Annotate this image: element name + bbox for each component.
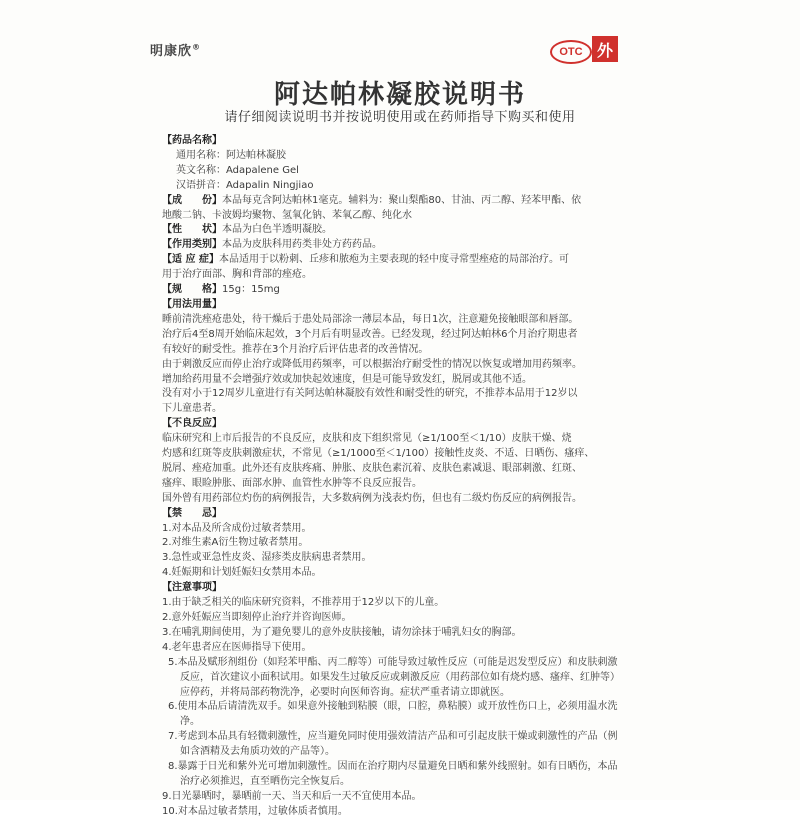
- pinyin-name: 汉语拼音：Adapalin Ningjiao: [176, 179, 314, 191]
- precaution-item: 1.由于缺乏相关的临床研究资料，不推荐用于12岁以下的儿童。: [162, 597, 445, 609]
- precaution-item: 6.使用本品后请清洗双手。如果意外接触到粘膜（眼，口腔，鼻粘膜）或开放性伤口上，必须用温水洗净。: [168, 701, 618, 728]
- precaution-item: 2.意外妊娠应当即刻停止治疗并咨询医师。: [162, 612, 352, 623]
- adverse-line: 灼感和红斑等皮肤刺激症状，不常见（≥1/1000至＜1/100）接触性皮炎、不适、日晒伤、瘙痒、: [162, 448, 595, 460]
- insert-body: [162, 134, 627, 820]
- precaution-item: 10.对本品过敏者禁用，过敏体质者慎用。: [162, 805, 348, 817]
- registered-mark: ®: [192, 42, 202, 52]
- dosage-line: 没有对小于12周岁儿童进行有关阿达帕林凝胶有效性和耐受性的研究，不推荐本品用于12岁以: [162, 388, 578, 400]
- properties-text: 本品为白色半透明凝胶。: [222, 224, 332, 236]
- precaution-item: 5.本品及赋形剂组份（如羟苯甲酯、丙二醇等）可能导致过敏性反应（可能是迟发型反应）和皮肤刺激反应，首次建议小面积试用。如果发生过敏反应或刺激反应（用药部位如有烧灼感、瘙痒、红肿等）应停药，并将局部药物洗净，必要时向医师咨询。症状严重者请立即就医。: [168, 656, 620, 698]
- spec-text: 15g：15mg: [222, 284, 280, 296]
- dosage-line: 下儿童患者。: [162, 403, 222, 415]
- indications-section: [162, 253, 627, 268]
- composition-line-1: 本品每克含阿达帕林1毫克。辅料为：聚山梨酯80、甘油、丙二醇、羟苯甲酯、依: [222, 194, 582, 206]
- composition-heading: 【成 份】: [162, 194, 222, 206]
- precaution-item: 4.老年患者应在医师指导下使用。: [162, 641, 312, 653]
- contraindication-item: 4.妊娠期和计划妊娠妇女禁用本品。: [162, 567, 322, 579]
- precaution-item: 3.在哺乳期间使用，为了避免婴儿的意外皮肤接触，请勿涂抹于哺乳妇女的胸部。: [162, 626, 522, 638]
- adverse-line: 临床研究和上市后报告的不良反应，皮肤和皮下组织常见（≥1/100至＜1/10）皮肤干燥、烧: [162, 433, 572, 445]
- contraindication-item: 3.急性或亚急性皮炎、湿疹类皮肤病患者禁用。: [162, 552, 372, 564]
- contraindications-heading: 【禁 忌】: [162, 507, 222, 519]
- generic-name: 通用名称：阿达帕林凝胶: [176, 149, 286, 161]
- category-text: 本品为皮肤科用药类非处方药药品。: [222, 239, 382, 251]
- composition-section: [162, 194, 627, 209]
- dosage-line: 由于刺激反应而停止治疗或降低用药频率，可以根据治疗耐受性的情况以恢复或增加用药频率。: [162, 358, 582, 370]
- adverse-line: 脱屑、痤疮加重。此外还有皮肤疼痛、肿胀、皮肤色素沉着、皮肤色素减退、眼部刺激、红斑、: [162, 462, 582, 474]
- properties-heading: 【性 状】: [162, 224, 222, 236]
- precaution-item: 7.考虑到本品具有轻微刺激性，应当避免同时使用强效清洁产品和可引起皮肤干燥或刺激性的产品（例如含酒精及去角质功效的产品等）。: [168, 731, 618, 758]
- adverse-heading: 【不良反应】: [162, 418, 222, 430]
- drug-name-heading: 【药品名称】: [162, 135, 222, 146]
- external-use-badge: 外: [592, 36, 618, 62]
- dosage-line: 有较好的耐受性。推荐在3个月治疗后评估患者的改善情况。: [162, 343, 429, 355]
- spec-heading: 【规 格】: [162, 284, 222, 296]
- spec-section: [162, 283, 627, 298]
- indications-line-2: 用于治疗面部、胸和背部的痤疮。: [162, 269, 312, 281]
- indications-line-1: 本品适用于以粉刺、丘疹和脓疱为主要表现的轻中度寻常型痤疮的局部治疗。可: [218, 254, 569, 266]
- brand-logo: [150, 40, 201, 59]
- document-subtitle: 请仔细阅读说明书并按说明使用或在药师指导下购买和使用: [224, 110, 576, 125]
- composition-line-2: 地酸二钠、卡波姆均聚物、氢氧化钠、苯氧乙醇、纯化水: [162, 209, 412, 221]
- dosage-line: 治疗后4至8周开始临床起效，3个月后有明显改善。已经发现，经过阿达帕林6个月治疗期患者: [162, 328, 578, 340]
- adverse-line: 瘙痒、眼睑肿胀、面部水肿、血管性水肿等不良反应报告。: [162, 477, 422, 489]
- properties-section: [162, 223, 627, 238]
- precautions-heading: 【注意事项】: [162, 582, 222, 594]
- document-title: 阿达帕林凝胶说明书: [273, 80, 526, 110]
- contraindication-item: 2.对维生素A衍生物过敏者禁用。: [162, 537, 309, 549]
- precaution-item: 9.日光暴晒时，暴晒前一天、当天和后一天不宜使用本品。: [162, 790, 422, 802]
- category-section: [162, 238, 627, 253]
- dosage-line: 睡前清洗痤疮患处，待干燥后于患处局部涂一薄层本品，每日1次，注意避免接触眼部和唇部。: [162, 313, 579, 325]
- dosage-line: 增加给药用量不会增强疗效或加快起效速度，但是可能导致发红，脱屑或其他不适。: [162, 373, 532, 385]
- otc-badge: OTC: [550, 40, 592, 64]
- adverse-line: 国外曾有用药部位灼伤的病例报告，大多数病例为浅表灼伤，但也有二级灼伤反应的病例报告。: [162, 492, 582, 504]
- precaution-item: 8.暴露于日光和紫外光可增加刺激性。因而在治疗期内尽量避免日晒和紫外线照射。如有日晒伤，本品治疗必须推迟，直至晒伤完全恢复后。: [168, 761, 618, 787]
- brand-name: 明康欣: [150, 44, 193, 59]
- english-name: 英文名称：Adapalene Gel: [176, 164, 299, 176]
- dosage-heading: 【用法用量】: [162, 298, 222, 310]
- category-heading: 【作用类别】: [162, 239, 222, 251]
- contraindication-item: 1.对本品及所含成份过敏者禁用。: [162, 522, 312, 534]
- indications-heading: 【适 应 症】: [162, 254, 219, 266]
